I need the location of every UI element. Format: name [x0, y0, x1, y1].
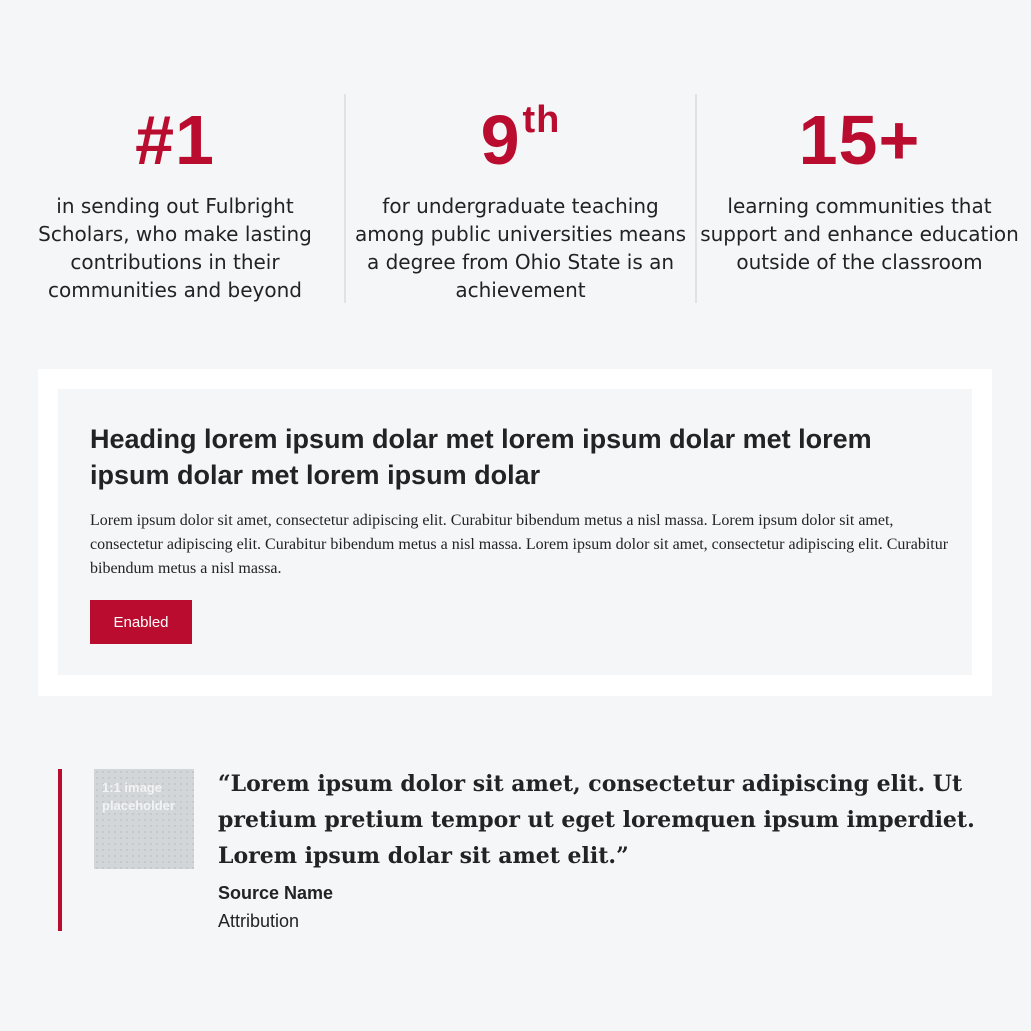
stats-row [0, 90, 1031, 305]
stat-teaching-rank [348, 90, 693, 305]
image-placeholder [94, 769, 194, 869]
stat-learning-communities [698, 90, 1021, 305]
stat-divider [344, 94, 346, 303]
callout-card [38, 369, 992, 696]
quote-accent-bar [58, 769, 62, 931]
image-placeholder-label: 1:1 image placeholder [102, 780, 175, 813]
stat-fulbright [20, 90, 330, 305]
stat-description: learning communities that support and enhance education outside of the classroom [700, 194, 1019, 274]
stat-number: 9th [480, 99, 561, 179]
callout-heading: Heading lorem ipsum dolar met lorem ipsum dolar met lorem ipsum dolar met lorem ipsum dolar [90, 424, 872, 490]
stat-description: in sending out Fulbright Scholars, who make lasting contributions in their communities and beyond [38, 194, 312, 302]
quote-attribution: Attribution [218, 911, 300, 931]
stat-number: #1 [135, 101, 215, 179]
stat-number: 15+ [798, 101, 921, 179]
stat-divider [695, 94, 697, 303]
callout-inner [58, 389, 972, 675]
callout-body: Lorem ipsum dolor sit amet, consectetur adipiscing elit. Curabitur bibendum metus a nisl massa. Lorem ipsum dolor sit amet, consectetur adipiscing elit. Curabitur bibendum metus a nisl massa. Lorem ipsum dolor sit amet, consectetur adipiscing elit. Curabitur bibendum metus a nisl massa. [90, 512, 949, 577]
stat-description: for undergraduate teaching among public universities means a degree from Ohio State is an achievement [354, 194, 687, 302]
quote-source-name: Source Name [218, 883, 334, 903]
pull-quote: “Lorem ipsum dolor sit amet, consectetur adipiscing elit. Ut pretium pretium tempor ut eget loremquen ipsum imperdiet. Lorem ipsum dolar sit amet elit.” [218, 771, 975, 869]
enabled-button[interactable]: Enabled [90, 600, 192, 644]
stat-suffix: th [522, 99, 561, 141]
